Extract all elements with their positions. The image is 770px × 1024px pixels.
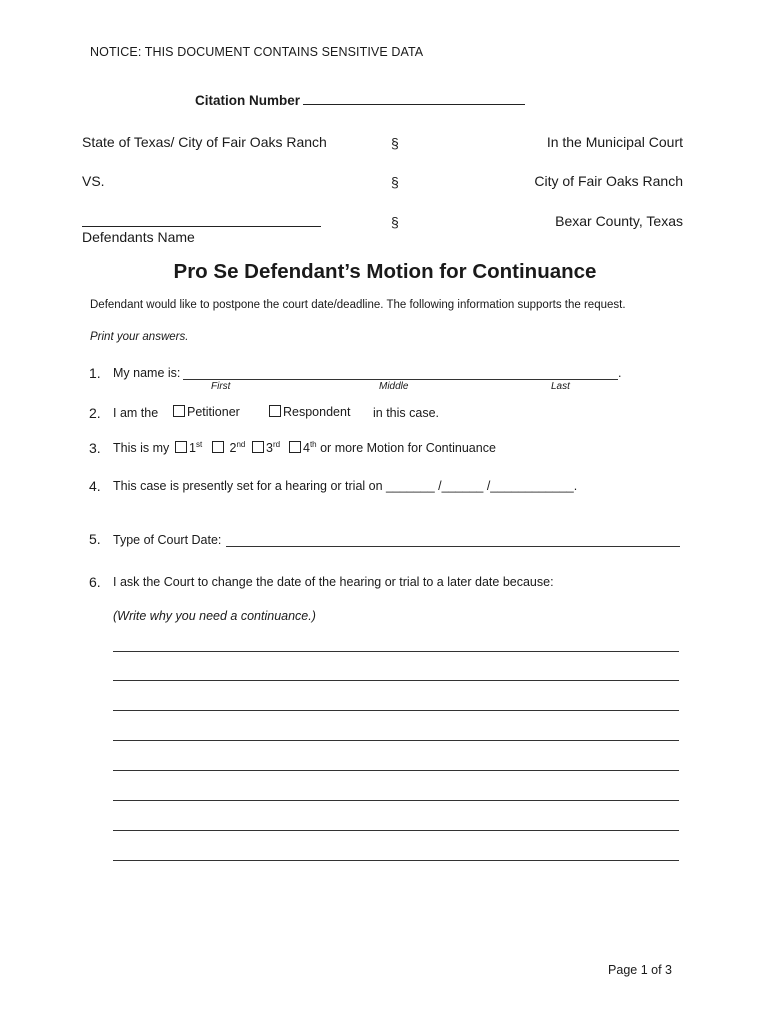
- in-this-case-text: in this case.: [373, 406, 440, 420]
- item-number-3: 3.: [89, 440, 101, 456]
- first-motion-label: 1: [189, 441, 196, 455]
- reason-line[interactable]: [113, 800, 679, 801]
- second-motion-suffix: nd: [236, 440, 246, 449]
- more-motion-text: or more Motion for Continuance: [320, 441, 496, 455]
- second-motion-option[interactable]: [212, 440, 245, 455]
- second-motion-label: 2: [229, 441, 237, 455]
- respondent-label: Respondent: [283, 405, 351, 419]
- caption-city: City of Fair Oaks Ranch: [534, 173, 683, 189]
- first-motion-suffix: st: [195, 440, 203, 449]
- role-label: I am the: [113, 406, 159, 420]
- respondent-option[interactable]: [269, 405, 350, 419]
- reason-line[interactable]: [113, 680, 679, 681]
- third-motion-suffix: rd: [272, 440, 281, 449]
- third-motion-option[interactable]: [252, 440, 280, 455]
- reason-line[interactable]: [113, 651, 679, 652]
- section-symbol-2: §: [391, 174, 399, 190]
- defendant-name-blank[interactable]: [82, 226, 321, 227]
- page-number: Page 1 of 3: [608, 963, 672, 977]
- defendants-name-label: Defendants Name: [82, 229, 195, 245]
- intro-text: Defendant would like to postpone the court date/deadline. The following information supports the request.: [90, 299, 626, 311]
- middle-name-caption: Middle: [379, 381, 409, 392]
- citation-number-blank[interactable]: [303, 90, 525, 105]
- name-blank[interactable]: [183, 379, 618, 380]
- name-period: .: [618, 366, 622, 380]
- caption-versus: VS.: [82, 173, 105, 189]
- court-date-type-blank[interactable]: [226, 546, 680, 547]
- last-name-caption: Last: [551, 381, 570, 392]
- item-number-2: 2.: [89, 405, 101, 421]
- third-motion-label: 3: [266, 441, 273, 455]
- item-number-1: 1.: [89, 365, 101, 381]
- third-motion-checkbox[interactable]: [252, 441, 264, 453]
- petitioner-checkbox[interactable]: [173, 405, 185, 417]
- reason-line[interactable]: [113, 770, 679, 771]
- court-date-type-label: Type of Court Date:: [113, 533, 222, 547]
- reason-line[interactable]: [113, 860, 679, 861]
- item-number-5: 5.: [89, 531, 101, 547]
- item-number-4: 4.: [89, 478, 101, 494]
- section-symbol-1: §: [391, 135, 399, 151]
- sensitive-data-notice: NOTICE: THIS DOCUMENT CONTAINS SENSITIVE DATA: [90, 45, 424, 59]
- first-name-caption: First: [211, 381, 231, 392]
- document-title: Pro Se Defendant’s Motion for Continuance: [173, 260, 597, 283]
- second-motion-checkbox[interactable]: [212, 441, 224, 453]
- petitioner-option[interactable]: [173, 405, 240, 419]
- reason-line[interactable]: [113, 830, 679, 831]
- item-number-6: 6.: [89, 574, 101, 590]
- hearing-date-field[interactable]: This case is presently set for a hearing or trial on _______ /______ /____________.: [113, 479, 578, 493]
- caption-plaintiff: State of Texas/ City of Fair Oaks Ranch: [82, 134, 327, 150]
- citation-number-field: [195, 90, 525, 108]
- fourth-motion-option[interactable]: [289, 440, 496, 455]
- fourth-motion-checkbox[interactable]: [289, 441, 301, 453]
- first-motion-option[interactable]: [175, 440, 202, 455]
- fourth-motion-suffix: th: [309, 440, 317, 449]
- petitioner-label: Petitioner: [187, 405, 240, 419]
- reason-prompt: I ask the Court to change the date of the hearing or trial to a later date because:: [113, 575, 554, 589]
- first-motion-checkbox[interactable]: [175, 441, 187, 453]
- motion-count-label: This is my: [113, 441, 170, 455]
- section-symbol-3: §: [391, 214, 399, 230]
- caption-court: In the Municipal Court: [546, 134, 683, 150]
- print-instruction: Print your answers.: [90, 331, 189, 343]
- fourth-motion-label: 4: [303, 441, 310, 455]
- reason-line[interactable]: [113, 710, 679, 711]
- citation-number-label: Citation Number: [195, 93, 301, 108]
- name-label: My name is:: [113, 366, 181, 380]
- caption-county: Bexar County, Texas: [555, 213, 683, 229]
- reason-instruction: (Write why you need a continuance.): [113, 609, 316, 623]
- reason-line[interactable]: [113, 740, 679, 741]
- respondent-checkbox[interactable]: [269, 405, 281, 417]
